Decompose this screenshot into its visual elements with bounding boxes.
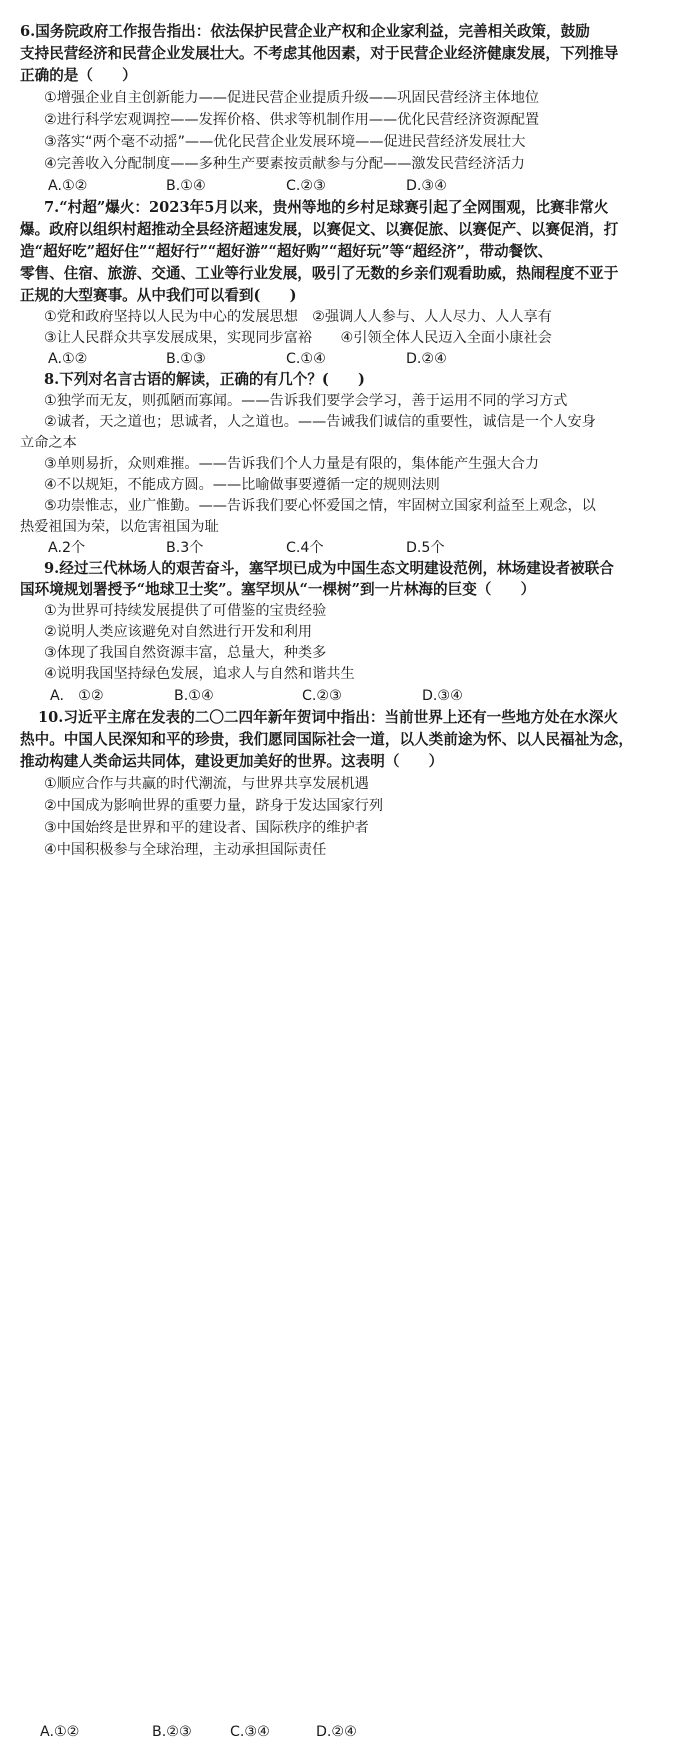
q9-stem-line-1: 9.经过三代林场人的艰苦奋斗，塞罕坝已成为中国生态文明建设范例，林场建设者被联合	[44, 560, 614, 577]
q8-option-c[interactable]: C.4个	[286, 540, 324, 556]
q10-option-d[interactable]: D.②④	[316, 1724, 357, 1740]
q8-item-5: ⑤功崇惟志，业广惟勤。——告诉我们要心怀爱国之情，牢固树立国家利益至上观念，以	[44, 498, 596, 514]
q10-options-layer	[0, 861, 678, 1746]
q8-item-2: ②诚者，天之道也；思诚者，人之道也。——告诫我们诚信的重要性，诚信是一个人安身	[44, 414, 596, 430]
q9-option-c[interactable]: C.②③	[302, 688, 342, 704]
q10-item-2: ②中国成为影响世界的重要力量，跻身于发达国家行列	[44, 798, 384, 814]
q8-stem-line-1: 8.下列对名言古语的解读，正确的有几个？( )	[44, 371, 365, 388]
q6-option-a[interactable]: A.①②	[48, 178, 88, 194]
q9-item-4: ④说明我国坚持绿色发展，追求人与自然和谐共生	[44, 666, 355, 682]
q10-stem-line-3: 推动构建人类命运共同体，建设更加美好的世界。这表明（ ）	[20, 753, 444, 770]
q8-item-4: ④不以规矩，不能成方圆。——比喻做事要遵循一定的规则法则	[44, 477, 440, 493]
q10-item-1: ①顺应合作与共赢的时代潮流，与世界共享发展机遇	[44, 776, 369, 792]
q10-option-b[interactable]: B.②③	[152, 1724, 192, 1740]
q7-stem-line-2: 爆。政府以组织村超推动全县经济超速发展，以赛促文、以赛促旅、以赛促产、以赛促消，打	[20, 221, 619, 238]
q9-option-a[interactable]: A. ①②	[50, 688, 104, 704]
q9-option-b[interactable]: B.①④	[174, 688, 214, 704]
q10-item-4: ④中国积极参与全球治理，主动承担国际责任	[44, 842, 327, 858]
q6-stem-line-1: 6.国务院政府工作报告指出：依法保护民营企业产权和企业家利益，完善相关政策，鼓励	[20, 23, 590, 40]
q10-stem-line-2: 热中。中国人民深知和平的珍贵，我们愿同国际社会一道，以人类前途为怀、以人民福祉为念，	[20, 731, 633, 748]
q7-option-c[interactable]: C.①④	[286, 351, 326, 367]
q8-item-2-cont: 立命之本	[20, 435, 77, 451]
q6-item-3: ③落实“两个毫不动摇”——优化民营企业发展环境——促进民营经济发展壮大	[44, 134, 526, 150]
q9-item-3: ③体现了我国自然资源丰富，总量大，种类多	[44, 645, 327, 661]
q7-item-2: ③让人民群众共享发展成果，实现同步富裕 ④引领全体人民迈入全面小康社会	[44, 330, 552, 346]
q6-option-b[interactable]: B.①④	[166, 178, 206, 194]
q6-stem-line-3: 正确的是（ ）	[20, 67, 137, 84]
q7-stem-line-3: 造“超好吃”超好住”“超好行”“超好游”“超好购”“超好玩”等“超经济”，带动餐饮、	[20, 243, 553, 260]
q9-stem-line-2: 国环境规划署授予“地球卫士奖”。塞罕坝从“一棵树”到一片林海的巨变（ ）	[20, 581, 536, 598]
q8-option-b[interactable]: B.3个	[166, 540, 204, 556]
q7-option-b[interactable]: B.①③	[166, 351, 206, 367]
q7-stem-line-1: 7.“村超”爆火：2023年5月以来，贵州等地的乡村足球赛引起了全网围观，比赛非常火	[44, 199, 609, 216]
q8-option-d[interactable]: D.5个	[406, 540, 445, 556]
q6-item-2: ②进行科学宏观调控——发挥价格、供求等机制作用——优化民营经济资源配置	[44, 112, 540, 128]
q9-option-d[interactable]: D.③④	[422, 688, 463, 704]
q10-option-a[interactable]: A.①②	[40, 1724, 80, 1740]
q6-item-1: ①增强企业自主创新能力——促进民营企业提质升级——巩固民营经济主体地位	[44, 90, 540, 106]
q7-stem-line-5: 正规的大型赛事。从中我们可以看到( )	[20, 287, 297, 304]
q8-item-5-cont: 热爱祖国为荣，以危害祖国为耻	[20, 519, 219, 535]
q8-item-1: ①独学而无友，则孤陋而寡闻。——告诉我们要学会学习，善于运用不同的学习方式	[44, 393, 568, 409]
q8-item-3: ③单则易折，众则难摧。——告诉我们个人力量是有限的，集体能产生强大合力	[44, 456, 540, 472]
q6-option-d[interactable]: D.③④	[406, 178, 447, 194]
q9-item-2: ②说明人类应该避免对自然进行开发和利用	[44, 624, 313, 640]
q9-item-1: ①为世界可持续发展提供了可借鉴的宝贵经验	[44, 603, 327, 619]
q8-option-a[interactable]: A.2个	[48, 540, 86, 556]
q7-option-d[interactable]: D.②④	[406, 351, 447, 367]
q7-stem-line-4: 零售、住宿、旅游、交通、工业等行业发展，吸引了无数的乡亲们观看助威，热闹程度不亚于	[20, 265, 619, 282]
q6-stem-line-2: 支持民营经济和民营企业发展壮大。不考虑其他因素，对于民营企业经济健康发展，下列推导	[20, 45, 619, 62]
q10-stem-line-1: 10.习近平主席在发表的二〇二四年新年贺词中指出：当前世界上还有一些地方处在水深火	[38, 709, 618, 726]
q10-option-c[interactable]: C.③④	[230, 1724, 270, 1740]
q7-item-1: ①党和政府坚持以人民为中心的发展思想 ②强调人人参与、人人尽力、人人享有	[44, 309, 552, 325]
q10-item-3: ③中国始终是世界和平的建设者、国际秩序的维护者	[44, 820, 369, 836]
q6-item-4: ④完善收入分配制度——多种生产要素按贡献参与分配——激发民营经济活力	[44, 156, 525, 172]
q6-option-c[interactable]: C.②③	[286, 178, 326, 194]
q7-option-a[interactable]: A.①②	[48, 351, 88, 367]
